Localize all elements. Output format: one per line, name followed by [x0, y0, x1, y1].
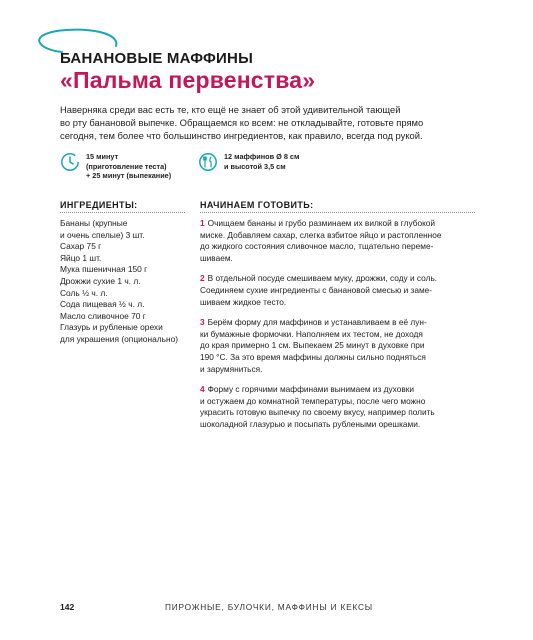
step-text: Берём форму для маффинов и устанавливаем в её лун- — [207, 317, 427, 328]
step-number: 4 — [200, 384, 205, 395]
step-number: 1 — [200, 218, 205, 228]
step-number: 2 — [200, 273, 205, 284]
running-footer-title: ПИРОЖНЫЕ, БУЛОЧКИ, МАФФИНЫ И КЕКСЫ — [165, 602, 373, 612]
step-text: миске. Добавляем сахар, слегка взбитое яйцо и растопленное — [200, 229, 442, 240]
ingredient-item: для украшения (опционально) — [60, 333, 179, 344]
step-text: 190 °С. За это время маффины должны сильно подняться — [200, 351, 426, 362]
step-text: шоколадной глазурью и посыпать рублеными орешками. — [200, 418, 421, 429]
step-text: и зарумяниться. — [200, 363, 263, 374]
step-text: Очищаем бананы и грубо разминаем их вилкой в глубокой — [207, 218, 436, 228]
recipe-kicker: БАНАНОВЫЕ МАФФИНЫ — [60, 50, 253, 67]
ingredient-item: Масло сливочное 70 г — [60, 310, 146, 321]
fork-knife-icon — [198, 152, 218, 172]
ingredient-item: Сода пищевая ½ ч. л. — [60, 299, 145, 310]
servings-line: и высотой 3,5 см — [224, 161, 286, 171]
servings-line: 12 маффинов Ø 8 см — [224, 152, 300, 161]
step-text: шиваем жидкое тесто. — [200, 296, 287, 307]
ingredient-item: Дрожжи сухие 1 ч. л. — [60, 275, 141, 286]
method-step — [200, 218, 478, 264]
method-divider — [200, 212, 475, 213]
ingredients-heading: ИНГРЕДИЕНТЫ: — [60, 200, 138, 210]
step-text: ки бумажные формочки. Наполняем их тестом, не доходя — [200, 328, 423, 339]
step-text: В отдельной посуде смешиваем муку, дрожжи, соду и соль. — [207, 273, 438, 284]
ingredient-item: Мука пшеничная 150 г — [60, 264, 148, 275]
method-step — [200, 317, 478, 375]
ingredient-item: Яйцо 1 шт. — [60, 252, 102, 263]
step-text: шиваем. — [200, 252, 233, 263]
ingredient-item: и очень спелые) 3 шт. — [60, 229, 145, 240]
intro-paragraph — [60, 103, 480, 142]
step-text: Соединяем сухие ингредиенты с банановой смесью и заме- — [200, 284, 433, 295]
servings — [198, 152, 299, 172]
prep-time-line: (приготовление теста) — [86, 161, 167, 171]
method-step — [200, 273, 478, 308]
method-steps — [200, 218, 478, 440]
prep-time-line: 15 минут — [86, 152, 119, 161]
ingredients-list — [60, 218, 190, 346]
recipe-title: «Пальма первенства» — [60, 67, 316, 93]
intro-line: сегодня, тем более что большинство ингредиентов, как правило, всегда под рукой. — [60, 130, 423, 141]
ingredient-item: Бананы (крупные — [60, 218, 128, 228]
method-step — [200, 384, 478, 430]
ingredients-divider — [60, 212, 185, 213]
intro-line: Наверняка среди вас есть те, кто ещё не знает об этой удивительной тающей — [60, 104, 401, 115]
step-text: Форму с горячими маффинами вынимаем из духовки — [207, 384, 414, 395]
step-text: украсить готовую выпечку по своему вкусу, например полить — [200, 407, 435, 418]
page-number: 142 — [60, 602, 75, 612]
step-text: до края примерно 1 см. Выпекаем 25 минут в духовке при — [200, 340, 425, 351]
step-text: до жидкого состояния сливочное масло, тщательно переме- — [200, 241, 434, 252]
ingredient-item: Сахар 75 г — [60, 241, 102, 252]
intro-line: во рту банановой выпечке. Обращаемся ко всем: не откладывайте, готовьте прямо — [60, 117, 424, 128]
step-number: 3 — [200, 317, 205, 328]
clock-icon — [60, 152, 80, 172]
prep-time — [60, 152, 171, 181]
method-heading: НАЧИНАЕМ ГОТОВИТЬ: — [200, 200, 314, 210]
step-text: и остужаем до комнатной температуры, после чего можно — [200, 395, 426, 406]
ingredient-item: Соль ½ ч. л. — [60, 287, 108, 298]
ingredient-item: Глазурь и рубленые орехи — [60, 322, 163, 333]
prep-time-line: + 25 минут (выпекание) — [86, 171, 172, 180]
